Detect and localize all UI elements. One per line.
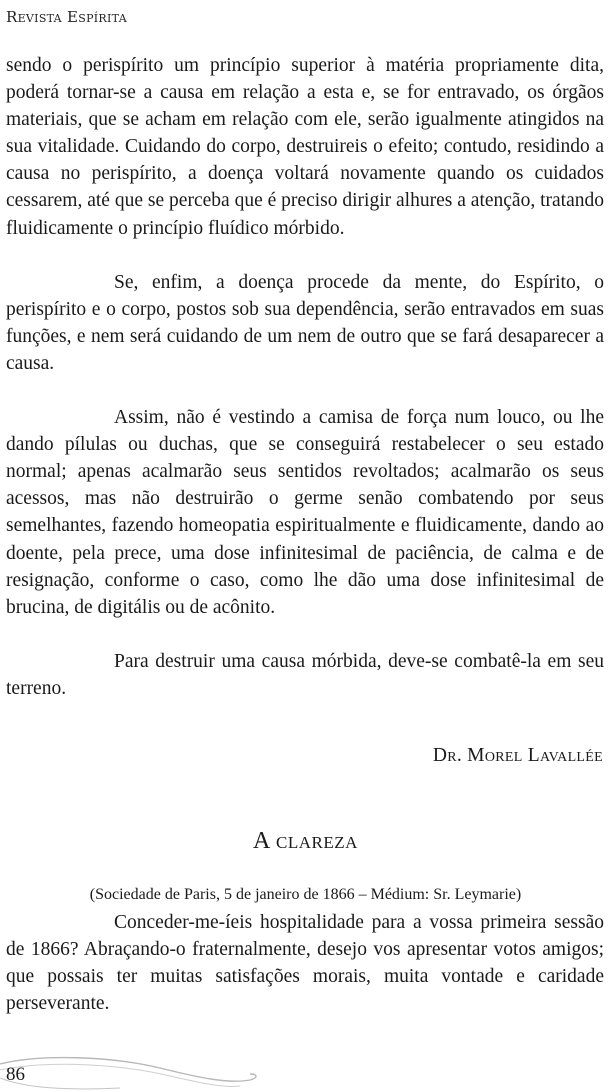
section-title: A clareza	[253, 828, 358, 854]
signature-block	[433, 745, 603, 767]
paragraph: Se, enfim, a doença procede da mente, do Espírito, o perispírito e o corpo, postos sob sua dependência, serão entravados em suas funções, e nem será cuidando de um nem de outro que se fará desaparecer a causa.	[6, 271, 604, 374]
article-body	[6, 52, 604, 702]
running-header: Revista Espírita	[6, 8, 127, 26]
paragraph: Conceder-me-íeis hospitalidade para a vossa primeira sessão de 1866? Abraçando-o fraternalmente, desejo vos apresentar votos amigos; que possais ter muitas satisfações morais, muita vontade e caridade perseverante.	[6, 912, 604, 1015]
paragraph: Para destruir uma causa mórbida, deve-se combatê-la em seu terreno.	[6, 650, 604, 699]
footer-swirl-ornament	[0, 1050, 260, 1092]
section-subtitle: (Sociedade de Paris, 5 de janeiro de 1866 – Médium: Sr. Leymarie)	[89, 886, 522, 903]
page-number: 86	[6, 1064, 25, 1085]
section-body	[6, 909, 604, 1017]
author-signature: Dr. Morel Lavallée	[432, 745, 603, 766]
paragraph: Assim, não é vestindo a camisa de força num louco, ou lhe dando pílulas ou duchas, que se conseguirá restabelecer o seu estado normal; apenas acalmarão seus sentidos revoltados; acalmarão os seus acessos, mas não destruirão o germe senão combatendo por seus semelhantes, fazendo homeopatia espiritualmente e fluidicamente, dando ao doente, pela prece, uma dose infinitesimal de paciência, de calma e de resignação, conforme o caso, como lhe dão uma dose infinitesimal de brucina, de digitális ou de acônito.	[6, 407, 604, 618]
paragraph: sendo o perispírito um princípio superior à matéria propriamente dita, poderá tornar-se a causa em relação a esta e, se for entravado, os órgãos materiais, que se acham em relação com ele, serão igualmente atingidos na sua vitalidade. Cuidando do corpo, destruireis o efeito; contudo, residindo a causa no perispírito, a doença voltará novamente quando os cuidados cessarem, até que se perceba que é preciso dirigir alhures a atenção, tratando fluidicamente o princípio fluídico mórbido.	[6, 55, 604, 239]
